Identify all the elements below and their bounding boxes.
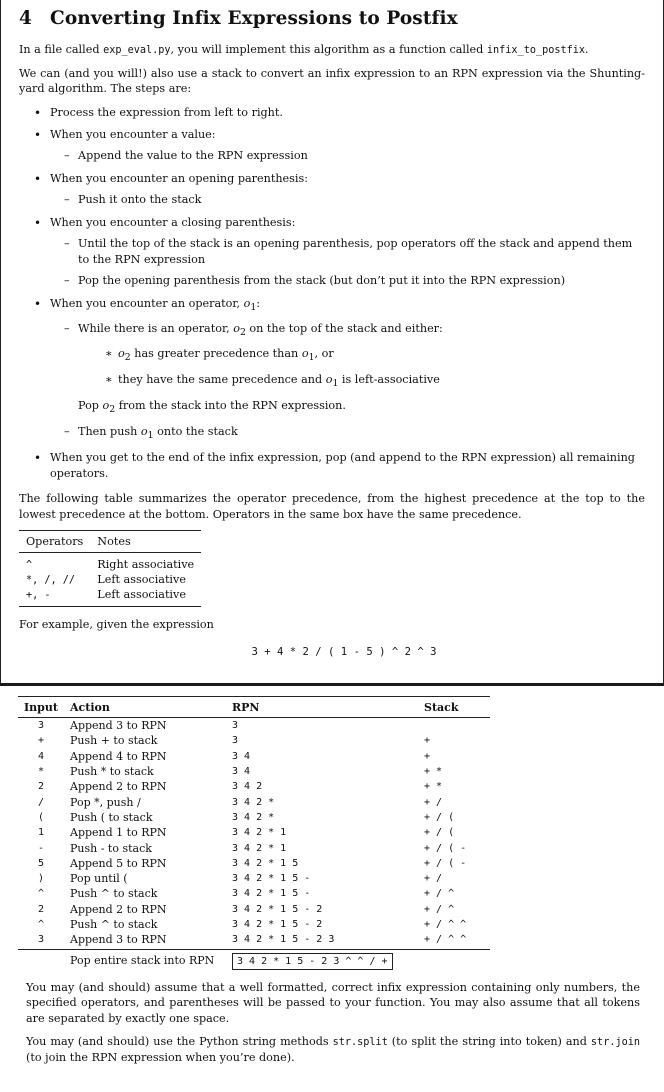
header-operators: Operators: [19, 530, 90, 552]
action-cell: Push ^ to stack: [70, 887, 158, 901]
pop-text: from the stack into the RPN expression.: [115, 398, 346, 412]
example-intro: For example, given the expression: [19, 618, 214, 632]
substep-item: [50, 424, 645, 443]
rpn-cell: 3 4 2 * 1: [232, 827, 287, 839]
step-text: When you encounter an opening parenthesis:: [50, 171, 308, 185]
rpn-cell: 3 4 2 *: [232, 796, 275, 808]
trace-header-row: [18, 697, 490, 718]
rpn-cell: 3 4 2 * 1 5 -: [232, 888, 311, 900]
intro-paragraph: [19, 42, 645, 58]
math-sub: 2: [239, 326, 246, 338]
stack-cell: + *: [424, 781, 443, 793]
trace-row: [18, 825, 490, 840]
rpn-cell: 3 4 2 * 1 5 - 2 3: [226, 932, 418, 949]
substep-item: [50, 321, 645, 417]
substep-text: Pop the opening parenthesis from the stack (but don’t put it into the RPN expression): [78, 274, 566, 288]
substep-text: Then push: [78, 425, 141, 439]
rpn-cell: 3 4 2 *: [232, 811, 275, 823]
string-methods-paragraph: [26, 1034, 640, 1066]
trace-row: [18, 932, 490, 949]
substeps: [50, 236, 645, 288]
math-sub: 1: [308, 352, 315, 363]
substep-text: on the top of the stack and either:: [245, 321, 443, 335]
input-cell: ^: [37, 888, 45, 900]
final-value-cell: [226, 949, 490, 970]
rpn-cell: 3 4 2 * 1 5 - 2: [232, 919, 323, 931]
stack-cell: + /: [424, 796, 443, 808]
file-name: exp_eval.py: [103, 44, 171, 56]
operators-cell: ^: [26, 560, 33, 572]
action-cell: Push - to stack: [70, 841, 152, 855]
step-text: Process the expression from left to right.: [50, 105, 283, 119]
intro-text: , you will implement this algorithm as a function called: [170, 42, 487, 56]
input-cell: /: [37, 796, 45, 808]
input-cell: 1: [37, 827, 45, 839]
condition-text: has greater precedence than: [130, 346, 302, 360]
input-cell: *: [37, 766, 45, 778]
pop-instruction: [78, 398, 645, 417]
rpn-cell: 3: [232, 735, 239, 747]
action-cell: Append 1 to RPN: [70, 826, 167, 840]
closing-paragraphs: [0, 970, 664, 1066]
precedence-table: [19, 530, 201, 607]
step-text: When you encounter an operator,: [50, 296, 244, 310]
stack-cell: +: [424, 735, 431, 747]
conversion-trace-table: [18, 696, 490, 970]
math-o: o: [140, 425, 148, 439]
action-cell: Append 3 to RPN: [64, 932, 226, 949]
rpn-cell: 3 4 2 * 1 5: [232, 857, 299, 869]
step-item: [19, 450, 645, 481]
para-text: (to split the string into token) and: [387, 1034, 591, 1048]
rpn-cell: 3 4 2 * 1 5 - 2: [232, 903, 323, 915]
action-cell: Push + to stack: [70, 734, 158, 748]
input-cell: 3: [18, 932, 64, 949]
math-o: o: [301, 346, 309, 360]
step-item: [19, 215, 645, 289]
stack-cell: + / (: [424, 811, 455, 823]
substep-text: Until the top of the stack is an opening parenthesis, pop operators off the stack and append them to the RPN expression: [78, 237, 633, 266]
condition-text: , or: [314, 346, 334, 360]
math-sub: 1: [332, 378, 339, 390]
trace-row: [18, 856, 490, 871]
action-cell: Push * to stack: [70, 765, 154, 779]
algorithm-steps: [19, 105, 645, 482]
input-cell: 2: [37, 781, 45, 793]
precedence-row: [19, 553, 201, 573]
stack-cell: + /: [424, 873, 443, 885]
stack-cell: + *: [424, 766, 443, 778]
header-stack: Stack: [418, 697, 490, 718]
final-rpn-box: 3 4 2 * 1 5 - 2 3 ^ ^ / +: [232, 953, 393, 970]
input-cell: 2: [37, 903, 45, 915]
substep-text: Append the value to the RPN expression: [78, 149, 308, 163]
notes-cell: Left associative: [97, 573, 186, 587]
substeps: [50, 148, 645, 163]
trace-row: [18, 886, 490, 901]
precedence-row: [19, 588, 201, 606]
stack-cell: + / ( -: [424, 842, 467, 854]
method-split: str.split: [332, 1036, 388, 1048]
section-heading: [19, 6, 645, 32]
operators-cell: *, /, //: [26, 574, 76, 586]
math-sub: 2: [124, 352, 131, 363]
trace-row: [18, 795, 490, 810]
precedence-row: [19, 573, 201, 588]
precedence-intro-paragraph: The following table summarizes the operator precedence, from the highest precedence at the top to the lowest precedence at the bottom. Operators in the same box have the same precedence.: [19, 492, 645, 521]
header-action: Action: [64, 697, 226, 718]
step-item: [19, 105, 645, 120]
action-cell: Pop *, push /: [70, 795, 141, 809]
substep-item: [50, 148, 645, 163]
function-name: infix_to_postfix: [486, 44, 586, 56]
intro-text: .: [585, 42, 589, 56]
conditions: [78, 346, 645, 391]
step-text: When you encounter a value:: [50, 127, 216, 141]
header-notes: Notes: [90, 530, 201, 552]
trace-row: [18, 779, 490, 794]
assumptions-paragraph: You may (and should) assume that a well formatted, correct infix expression containing only numbers, the specified operators, and parentheses will be passed to your function. You may also assume that all tokens are separated by exactly one space.: [26, 980, 640, 1025]
stack-cell: + / ^ ^: [418, 932, 490, 949]
action-cell: Append 2 to RPN: [70, 780, 167, 794]
trace-body: [18, 718, 490, 970]
action-cell: Pop until (: [70, 872, 128, 886]
trace-row: [18, 733, 490, 748]
substeps: [50, 321, 645, 443]
math-o: o: [102, 398, 110, 412]
step-text: :: [256, 296, 261, 310]
rpn-cell: 3 4 2 * 1 5 -: [232, 873, 311, 885]
substep-text: onto the stack: [153, 425, 238, 439]
para-text: You may (and should) use the Python string methods: [26, 1034, 333, 1048]
header-rpn: RPN: [226, 697, 418, 718]
stack-cell: +: [424, 750, 431, 762]
trace-row: [18, 917, 490, 932]
method-join: str.join: [590, 1036, 640, 1048]
trace-row: [18, 810, 490, 825]
substep-item: [50, 273, 645, 288]
input-cell: 4: [37, 750, 45, 762]
condition-text: they have the same precedence and: [118, 372, 326, 386]
rpn-cell: 3: [232, 720, 239, 732]
notes-cell: Left associative: [90, 588, 201, 606]
math-o: o: [118, 346, 125, 360]
math-sub: 1: [147, 430, 154, 442]
input-cell: +: [37, 735, 45, 747]
header-input: Input: [18, 697, 64, 718]
input-cell: 5: [37, 857, 45, 869]
trace-row: [18, 718, 490, 734]
condition-item: [78, 346, 645, 365]
stack-cell: + / ^ ^: [424, 919, 467, 931]
substep-item: [50, 236, 645, 267]
math-sub: 2: [109, 404, 116, 416]
trace-row: [18, 749, 490, 764]
math-o: o: [243, 296, 251, 310]
step-item: [19, 127, 645, 164]
lower-page: [0, 686, 664, 1092]
trace-row: [18, 764, 490, 779]
condition-text: is left-associative: [338, 372, 440, 386]
action-cell: Push ( to stack: [70, 810, 153, 824]
operators-cell: +, -: [19, 588, 90, 606]
action-cell: Append 2 to RPN: [70, 902, 167, 916]
action-cell: Append 4 to RPN: [70, 749, 167, 763]
substep-item: [50, 192, 645, 207]
trace-final-row: [18, 949, 490, 970]
rpn-cell: 3 4: [232, 766, 251, 778]
math-o: o: [233, 321, 240, 335]
action-cell: Append 5 to RPN: [70, 856, 167, 870]
trace-row: [18, 902, 490, 917]
substep-text: Push it onto the stack: [78, 193, 202, 207]
math-o: o: [325, 372, 333, 386]
step-text: When you get to the end of the infix expression, pop (and append to the RPN expression) all remaining operators.: [50, 451, 635, 480]
trace-row: [18, 871, 490, 886]
condition-item: [78, 372, 645, 391]
empty-cell: [18, 949, 64, 970]
math-sub: 1: [250, 301, 257, 313]
algorithm-intro-paragraph: We can (and you will!) also use a stack to convert an infix expression to an RPN expression via the Shunting-yard algorithm. The steps are:: [19, 66, 645, 96]
substeps: [50, 192, 645, 207]
step-item: [19, 296, 645, 444]
stack-cell: + / ^: [424, 888, 455, 900]
input-cell: -: [37, 842, 45, 854]
rpn-cell: 3 4 2: [232, 781, 263, 793]
precedence-header-row: [19, 530, 201, 552]
input-cell: (: [37, 811, 45, 823]
stack-cell: + / ( -: [424, 857, 467, 869]
notes-cell: Right associative: [97, 558, 195, 572]
pop-text: Pop: [78, 398, 103, 412]
input-cell: ): [37, 873, 45, 885]
example-expression: 3 + 4 * 2 / ( 1 - 5 ) ^ 2 ^ 3: [251, 645, 437, 658]
input-cell: 3: [37, 720, 45, 732]
stack-cell: + / (: [424, 827, 455, 839]
section-number: 4: [19, 8, 32, 29]
rpn-cell: 3 4: [232, 750, 251, 762]
substep-text: While there is an operator,: [78, 321, 234, 335]
para-text: (to join the RPN expression when you’re done).: [26, 1051, 295, 1065]
rpn-cell: 3 4 2 * 1: [232, 842, 287, 854]
action-cell: Append 3 to RPN: [70, 719, 167, 733]
stack-cell: [418, 718, 490, 734]
step-item: [19, 171, 645, 208]
trace-row: [18, 841, 490, 856]
intro-text: In a file called: [19, 42, 104, 56]
step-text: When you encounter a closing parenthesis:: [50, 215, 296, 229]
stack-cell: + / ^: [424, 903, 455, 915]
final-label: Pop entire stack into RPN: [70, 954, 215, 968]
action-cell: Push ^ to stack: [70, 918, 158, 932]
section-title: Converting Infix Expressions to Postfix: [50, 8, 458, 29]
input-cell: ^: [37, 919, 45, 931]
